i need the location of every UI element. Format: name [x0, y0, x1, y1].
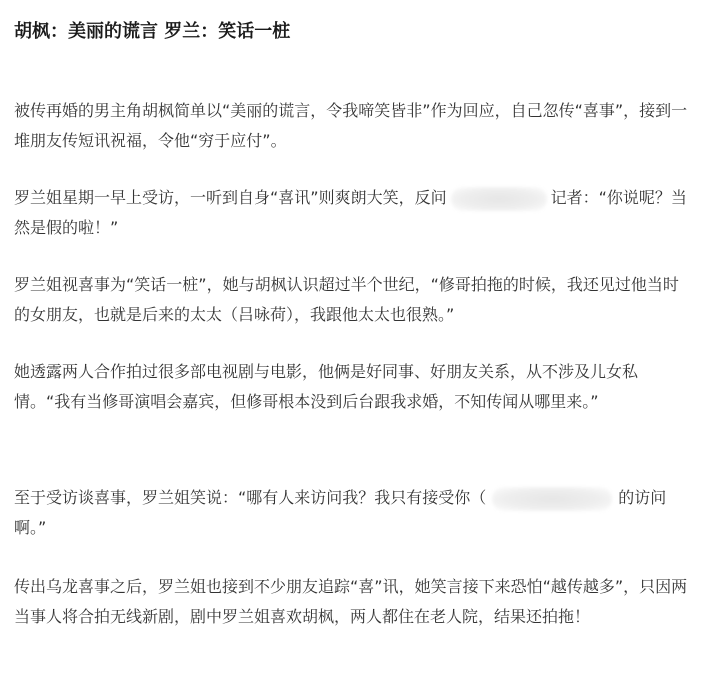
paragraph-2-after: 记者：“你说呢？当然是假的啦！” — [14, 188, 687, 237]
article-title: 胡枫：美丽的谎言 罗兰：笑话一桩 — [14, 21, 291, 42]
paragraph-1: 被传再婚的男主角胡枫简单以“美丽的谎言，令我啼笑皆非”作为回应，自己忽传“喜事”，接到一堆朋友传短讯祝福，令他“穷于应付”。 — [14, 101, 688, 150]
paragraph-5-before: 至于受访谈喜事，罗兰姐笑说：“哪有人来访问我？我只有接受你（ — [14, 488, 487, 507]
paragraph-6: 传出乌龙喜事之后，罗兰姐也接到不少朋友追踪“喜”讯，她笑言接下来恐怕“越传越多”，只因两当事人将合拍无线新剧，剧中罗兰姐喜欢胡枫，两人都住在老人院，结果还拍拖！ — [14, 577, 688, 626]
paragraph-2 — [14, 183, 689, 243]
blurred-redaction — [451, 187, 547, 211]
paragraph-3: 罗兰姐视喜事为“笑话一桩”，她与胡枫认识超过半个世纪，“修哥拍拖的时候，我还见过他当时的女朋友，也就是后来的太太（吕咏荷），我跟他太太也很熟。” — [14, 275, 679, 324]
paragraph-5 — [14, 483, 689, 543]
paragraph-4: 她透露两人合作拍过很多部电视剧与电影，他俩是好同事、好朋友关系，从不涉及儿女私情。“我有当修哥演唱会嘉宾，但修哥根本没到后台跟我求婚，不知传闻从哪里来。” — [14, 362, 639, 411]
paragraph-2-before: 罗兰姐星期一早上受访，一听到自身“喜讯”则爽朗大笑，反问 — [14, 188, 447, 207]
blurred-redaction — [492, 487, 612, 511]
paragraph-5-after: 的访问啊。” — [14, 488, 667, 537]
